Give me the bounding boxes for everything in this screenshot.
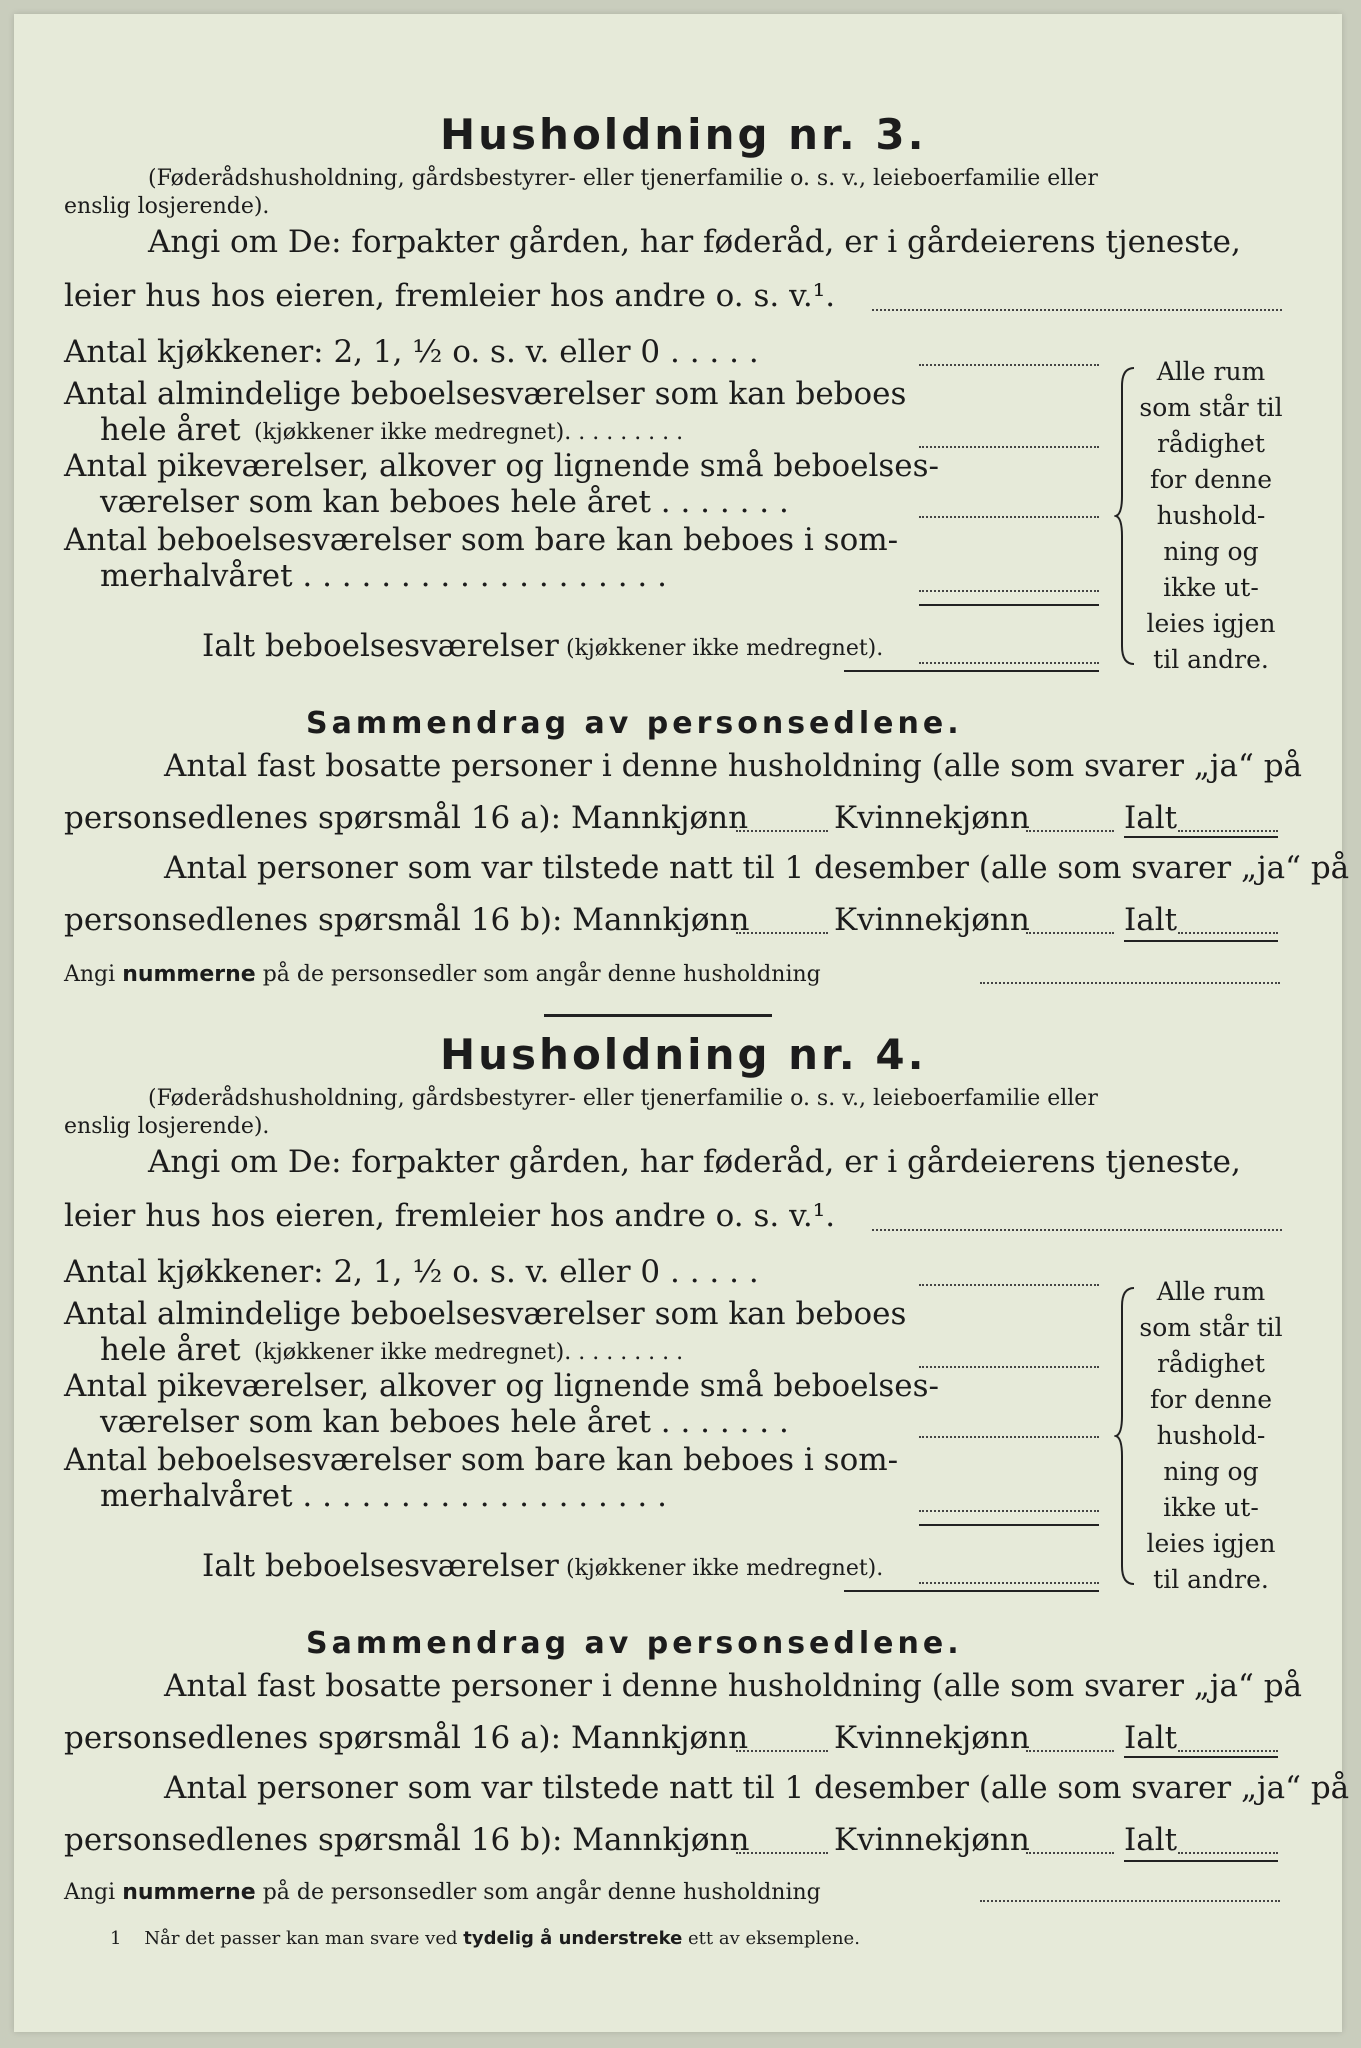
household-3-rooms-label-line2b: (kjøkkener ikke medregnet). . . . . . . . . <box>254 420 684 445</box>
household-4-summer-rooms-label-line2: merhalvåret . . . . . . . . . . . . . . . . . . . <box>100 1478 667 1514</box>
household-4-paren-line1: (Føderådshusholdning, gårdsbestyrer- eller tjenerfamilie o. s. v., leieboerfamilie eller <box>148 1086 1098 1111</box>
household-3-kitchens-field[interactable] <box>919 364 1099 366</box>
household-3-present-female-field[interactable] <box>1026 932 1114 934</box>
household-4-total-rooms-field[interactable] <box>919 1582 1099 1584</box>
household-3-total-rooms-note: (kjøkkener ikke medregnet). <box>566 636 884 661</box>
household-4-resident-female-label: Kvinnekjønn <box>834 1720 1030 1756</box>
household-4-resident-male-field[interactable] <box>736 1750 828 1752</box>
household-4-rooms-field[interactable] <box>919 1366 1099 1368</box>
household-4-present-male-field[interactable] <box>736 1852 828 1854</box>
household-4-angi-line1: Angi om De: forpakter gården, har føderåd, er i gårdeierens tjeneste, <box>148 1144 1241 1180</box>
census-form-page <box>14 14 1350 2032</box>
household-3-summer-rooms-field[interactable] <box>919 590 1099 592</box>
household-4-rooms-label-line2b: (kjøkkener ikke medregnet). . . . . . . . . <box>254 1340 684 1365</box>
household-3-kitchens-label: Antal kjøkkener: 2, 1, ½ o. s. v. eller 0 . . . . . <box>64 334 759 370</box>
household-4-rooms-label-line2a: hele året <box>100 1332 241 1368</box>
household-3-resident-male-field[interactable] <box>736 830 828 832</box>
household-3-resident-label: personsedlenes spørsmål 16 a): Mannkjønn <box>64 800 749 836</box>
household-4-resident-total-underline <box>1124 1756 1278 1758</box>
household-4-summer-rooms-field[interactable] <box>919 1510 1099 1512</box>
household-3-rooms-label-line1: Antal almindelige beboelsesværelser som kan beboes <box>64 376 907 412</box>
household-3-rooms-label-line2a: hele året <box>100 412 241 448</box>
household-3-resident-total-label: Ialt <box>1124 800 1178 836</box>
household-3-resident-female-field[interactable] <box>1026 830 1114 832</box>
household-3-paren-line2: enslig losjerende). <box>64 194 270 219</box>
household-3-arrangement-field[interactable] <box>872 309 1282 311</box>
household-4-brace-note: Alle rum som står til rådighet for denne hushold-ning og ikke ut-leies igjen til andre. <box>1139 1277 1283 1594</box>
household-3-present-label: personsedlenes spørsmål 16 b): Mannkjønn <box>64 902 750 938</box>
footnote: 1 Når det passer kan man svare ved tydelig å understreke ett av eksemplene. <box>110 1928 860 1949</box>
household-3-maid-rooms-label-line1: Antal pikeværelser, alkover og lignende små beboelses- <box>64 448 940 484</box>
household-4-sum-rule <box>919 1524 1099 1526</box>
household-3-present-female-label: Kvinnekjønn <box>834 902 1030 938</box>
household-3-total-rooms-label: Ialt beboelsesværelser <box>202 628 559 664</box>
household-3-paren-line1: (Føderådshusholdning, gårdsbestyrer- eller tjenerfamilie o. s. v., leieboerfamilie eller <box>148 166 1098 191</box>
household-4-present-total-field[interactable] <box>1178 1852 1278 1854</box>
household-3-numbers-label: Angi nummerne på de personsedler som angår denne husholdning <box>64 962 821 987</box>
household-4-paren-line2: enslig losjerende). <box>64 1114 270 1139</box>
footnote-mark: 1 <box>110 1928 122 1949</box>
household-4-total-underline <box>844 1590 1099 1592</box>
household-3-maid-rooms-field[interactable] <box>919 516 1099 518</box>
household-3-summer-rooms-label-line1: Antal beboelsesværelser som bare kan beboes i som- <box>64 522 899 558</box>
household-4-total-rooms-label: Ialt beboelsesværelser <box>202 1548 559 1584</box>
household-3-title: Husholdning nr. 3. <box>440 110 927 159</box>
household-4-present-total-underline <box>1124 1860 1278 1862</box>
household-3-sum-rule <box>919 604 1099 606</box>
household-3-present-total-field[interactable] <box>1178 932 1278 934</box>
household-3-total-underline <box>844 670 1099 672</box>
household-4-total-rooms-note: (kjøkkener ikke medregnet). <box>566 1556 884 1581</box>
household-3-present-text-line1: Antal personer som var tilstede natt til 1 desember (alle som svarer „ja“ på <box>164 850 1350 886</box>
household-3-resident-total-field[interactable] <box>1178 830 1278 832</box>
household-3-resident-total-underline <box>1124 836 1278 838</box>
household-3-rooms-field[interactable] <box>919 446 1099 448</box>
section-divider <box>544 1014 772 1017</box>
household-3-summer-rooms-label-line2: merhalvåret . . . . . . . . . . . . . . . . . . . <box>100 558 667 594</box>
household-4-resident-label: personsedlenes spørsmål 16 a): Mannkjønn <box>64 1720 749 1756</box>
household-3-angi-line1: Angi om De: forpakter gården, har føderåd, er i gårdeierens tjeneste, <box>148 224 1241 260</box>
household-4-numbers-field[interactable] <box>980 1900 1280 1902</box>
household-4-present-text-line1: Antal personer som var tilstede natt til 1 desember (alle som svarer „ja“ på <box>164 1770 1350 1806</box>
household-4-kitchens-label: Antal kjøkkener: 2, 1, ½ o. s. v. eller 0 . . . . . <box>64 1254 759 1290</box>
household-4-kitchens-field[interactable] <box>919 1284 1099 1286</box>
household-4-resident-female-field[interactable] <box>1026 1750 1114 1752</box>
household-4-summary-heading: Sammendrag av personsedlene. <box>306 1626 963 1661</box>
household-3-summary-heading: Sammendrag av personsedlene. <box>306 706 963 741</box>
household-3-brace-icon <box>1114 366 1138 666</box>
household-3-resident-female-label: Kvinnekjønn <box>834 800 1030 836</box>
household-4-maid-rooms-label-line2: værelser som kan beboes hele året . . . . . . . <box>100 1404 789 1440</box>
household-4-maid-rooms-label-line1: Antal pikeværelser, alkover og lignende små beboelses- <box>64 1368 940 1404</box>
household-4-title: Husholdning nr. 4. <box>440 1030 927 1079</box>
household-4-brace-icon <box>1114 1286 1138 1586</box>
household-3-total-rooms-field[interactable] <box>919 662 1099 664</box>
household-3-resident-text-line1: Antal fast bosatte personer i denne husholdning (alle som svarer „ja“ på <box>164 748 1303 784</box>
household-3-present-total-label: Ialt <box>1124 902 1178 938</box>
household-3-present-total-underline <box>1124 940 1278 942</box>
household-3-angi-line2: leier hus hos eieren, fremleier hos andre o. s. v.¹. <box>64 278 836 314</box>
household-4-present-female-label: Kvinnekjønn <box>834 1822 1030 1858</box>
household-3-present-male-field[interactable] <box>736 932 828 934</box>
household-3-numbers-field[interactable] <box>980 982 1280 984</box>
household-4-maid-rooms-field[interactable] <box>919 1436 1099 1438</box>
household-4-resident-total-label: Ialt <box>1124 1720 1178 1756</box>
household-4-present-female-field[interactable] <box>1026 1852 1114 1854</box>
household-4-resident-total-field[interactable] <box>1178 1750 1278 1752</box>
household-3-maid-rooms-label-line2: værelser som kan beboes hele året . . . . . . . <box>100 484 789 520</box>
household-4-arrangement-field[interactable] <box>872 1229 1282 1231</box>
household-3-brace-note: Alle rum som står til rådighet for denne hushold-ning og ikke ut-leies igjen til andre. <box>1139 357 1283 674</box>
household-4-numbers-label: Angi nummerne på de personsedler som angår denne husholdning <box>64 1880 821 1905</box>
household-4-present-total-label: Ialt <box>1124 1822 1178 1858</box>
household-4-present-label: personsedlenes spørsmål 16 b): Mannkjønn <box>64 1822 750 1858</box>
household-4-summer-rooms-label-line1: Antal beboelsesværelser som bare kan beboes i som- <box>64 1442 899 1478</box>
household-4-angi-line2: leier hus hos eieren, fremleier hos andre o. s. v.¹. <box>64 1198 836 1234</box>
household-4-resident-text-line1: Antal fast bosatte personer i denne husholdning (alle som svarer „ja“ på <box>164 1668 1303 1704</box>
household-4-rooms-label-line1: Antal almindelige beboelsesværelser som kan beboes <box>64 1296 907 1332</box>
